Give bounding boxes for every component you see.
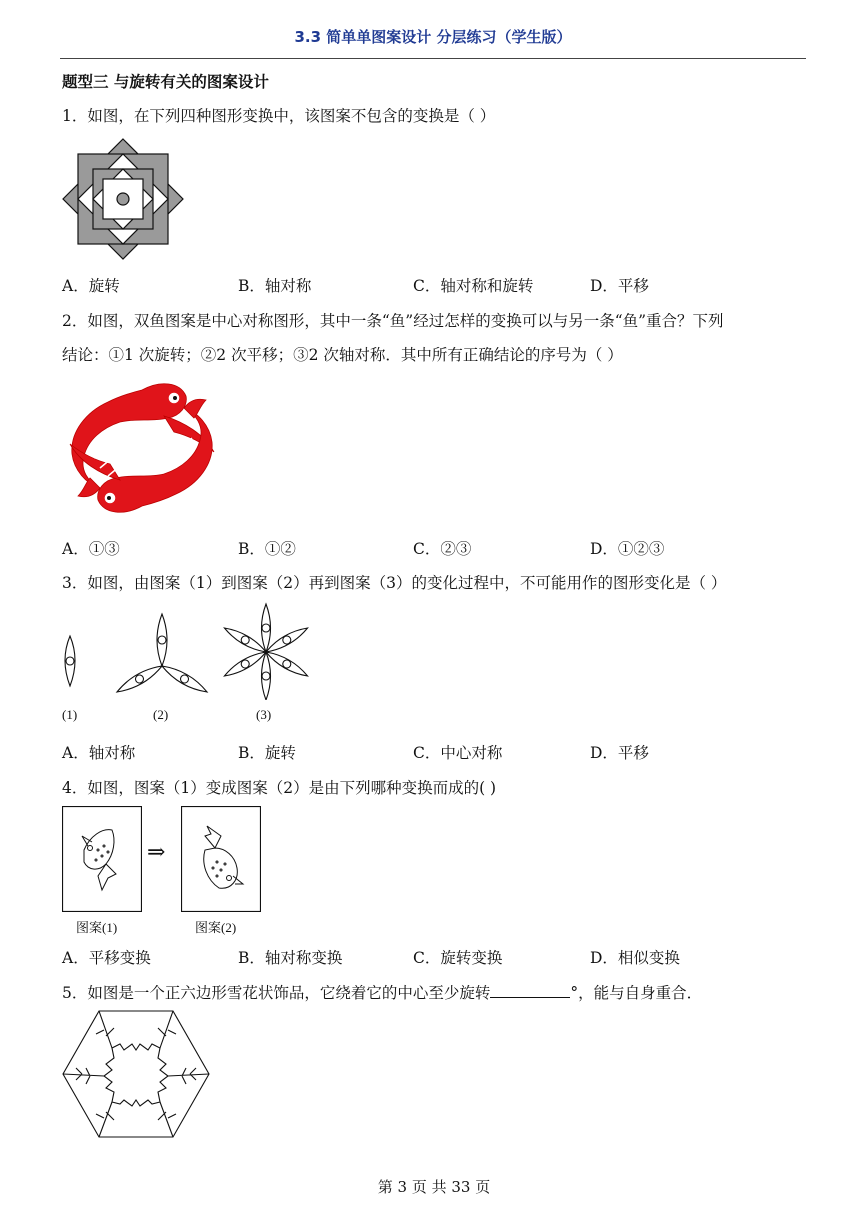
section-title: 题型三 与旋转有关的图案设计 [62, 73, 269, 91]
q1-option-a[interactable]: A．旋转 [62, 277, 120, 295]
q2-option-a[interactable]: A．①③ [62, 540, 120, 558]
q2-text-line2: 结论：①1 次旋转；②2 次平移；③2 次轴对称．其中所有正确结论的序号为（ ） [62, 346, 623, 364]
q5-answer-blank[interactable] [490, 983, 570, 998]
q4-option-a[interactable]: A．平移变换 [62, 949, 151, 967]
q1-figure [62, 138, 184, 260]
page-header-title: 3.3 简单单图案设计 分层练习（学生版） [294, 28, 572, 46]
q3-option-b[interactable]: B．旋转 [238, 744, 296, 762]
q3-text: 3．如图，由图案（1）到图案（2）再到图案（3）的变化过程中，不可能用作的图形变化是（ ） [62, 574, 727, 592]
q1-option-c[interactable]: C．轴对称和旋转 [413, 277, 534, 295]
q1-text: 1．如图，在下列四种图形变换中，该图案不包含的变换是（ ） [62, 107, 496, 125]
q1-option-b[interactable]: B．轴对称 [238, 277, 312, 295]
q4-option-b[interactable]: B．轴对称变换 [238, 949, 343, 967]
q4-pattern-1-figure [62, 806, 142, 912]
q4-option-c[interactable]: C．旋转变换 [413, 949, 503, 967]
q4-text: 4．如图，图案（1）变成图案（2）是由下列哪种变换而成的( ) [62, 779, 497, 797]
q2-double-fish-figure [64, 378, 220, 518]
q3-figure [58, 600, 318, 700]
q2-text-line1: 2．如图，双鱼图案是中心对称图形，其中一条“鱼”经过怎样的变换可以与另一条“鱼”重合？下列 [62, 312, 724, 330]
q3-caption-2: (2) [153, 707, 169, 722]
q5-text-after: °，能与自身重合． [570, 984, 703, 1002]
q4-pattern-2-figure [181, 806, 261, 912]
q2-option-d[interactable]: D．①②③ [590, 540, 665, 558]
page-footer: 第 3 页 共 33 页 [377, 1178, 491, 1196]
q5-text-before: 5．如图是一个正六边形雪花状饰品，它绕着它的中心至少旋转 [62, 984, 491, 1002]
q2-option-b[interactable]: B．①② [238, 540, 296, 558]
q4-caption-1: 图案(1) [76, 920, 118, 935]
q5-hexagon-snowflake-figure [62, 1010, 210, 1138]
q2-option-c[interactable]: C．②③ [413, 540, 472, 558]
q3-option-c[interactable]: C．中心对称 [413, 744, 503, 762]
q4-option-d[interactable]: D．相似变换 [590, 949, 680, 967]
q4-caption-2: 图案(2) [195, 920, 237, 935]
q3-option-d[interactable]: D．平移 [590, 744, 649, 762]
header-rule [60, 58, 806, 59]
q3-caption-3: (3) [256, 707, 272, 722]
q3-option-a[interactable]: A．轴对称 [62, 744, 136, 762]
q1-option-d[interactable]: D．平移 [590, 277, 649, 295]
q4-arrow-icon: ⇒ [147, 840, 166, 865]
q3-caption-1: (1) [62, 707, 78, 722]
q5-text [62, 981, 702, 1003]
